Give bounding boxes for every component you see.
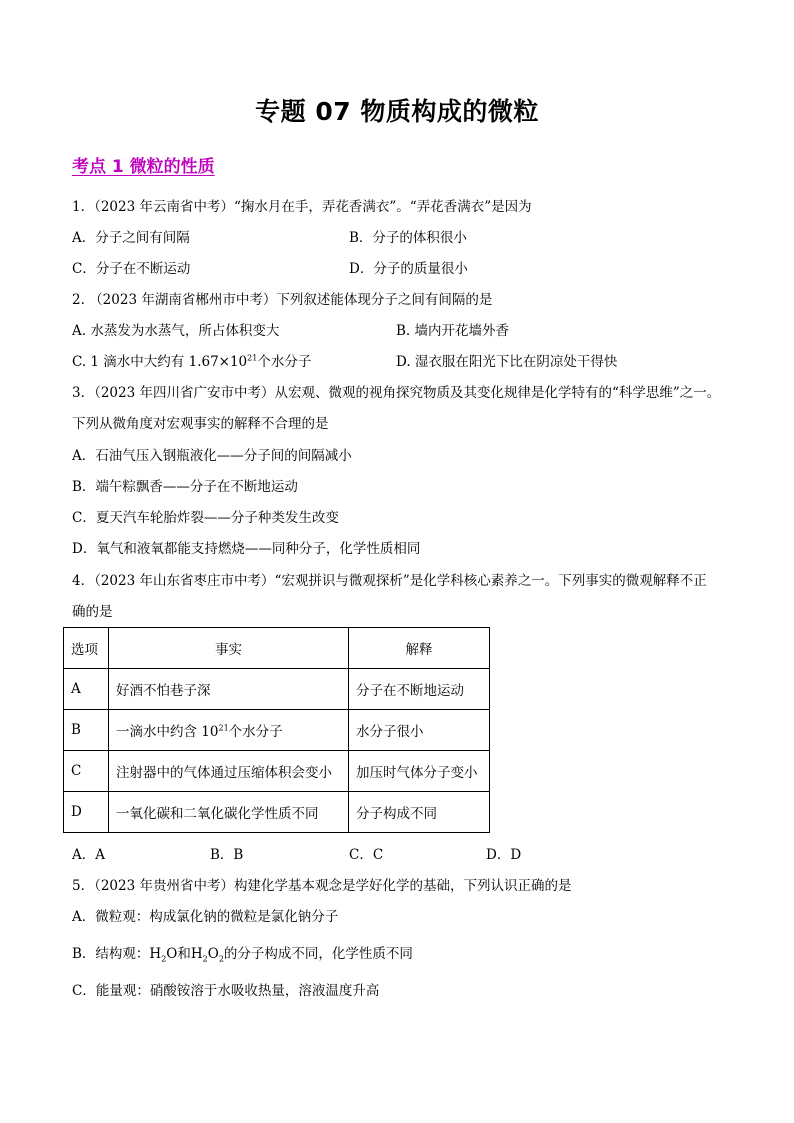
formula-sub: 2	[202, 954, 208, 964]
table-row	[64, 792, 490, 833]
table-row	[64, 669, 490, 710]
q4-table	[63, 627, 490, 833]
q2-option-d: D. 湿衣服在阳光下比在阴凉处干得快	[396, 354, 618, 370]
header-fact: 事实	[109, 628, 349, 669]
row-option: B	[64, 710, 109, 751]
table-row	[64, 751, 490, 792]
q1-stem: 1．（2023 年云南省中考）“掬水月在手，弄花香满衣”。“弄花香满衣”是因为	[72, 199, 532, 215]
row-option: C	[64, 751, 109, 792]
q5-stem: 5．（2023 年贵州省中考）构建化学基本观念是学好化学的基础，下列认识正确的是	[72, 878, 572, 894]
row-fact-text: 一滴水中约含 10	[116, 724, 219, 740]
row-fact	[109, 710, 349, 751]
section-heading: 考点 1 微粒的性质	[72, 157, 215, 177]
q5-option-b	[72, 945, 413, 963]
header-explanation: 解释	[349, 628, 490, 669]
q4-option-a: A．A	[72, 847, 105, 863]
q3-option-c: C．夏天汽车轮胎炸裂——分子种类发生改变	[72, 510, 339, 526]
q5-option-a: A．微粒观：构成氯化钠的微粒是氯化钠分子	[72, 909, 339, 925]
row-fact-exponent: 21	[218, 723, 229, 733]
row-explanation: 分子在不断地运动	[349, 669, 490, 710]
q2-option-c-text: C. 1 滴水中大约有 1.67×10	[72, 354, 248, 370]
row-explanation: 加压时气体分子变小	[349, 751, 490, 792]
formula-h: H	[149, 946, 162, 962]
formula-peroxide	[191, 946, 224, 962]
q5-option-c: C．能量观：硝酸铵溶于水吸收热量，溶液温度升高	[72, 983, 380, 999]
row-fact: 注射器中的气体通过压缩体积会变小	[109, 751, 349, 792]
q2-stem: 2. （2023 年湖南省郴州市中考）下列叙述能体现分子之间有间隔的是	[72, 292, 493, 308]
q3-stem-line2: 下列从微角度对宏观事实的解释不合理的是	[72, 416, 329, 432]
q3-option-a: A．石油气压入钢瓶液化——分子间的间隔减小	[72, 448, 352, 464]
q2-option-c-exponent: 21	[247, 353, 258, 363]
table-header-row	[64, 628, 490, 669]
row-fact-unit: 个水分子	[228, 724, 283, 740]
page-title: 专题 07 物质构成的微粒	[255, 97, 539, 126]
row-fact: 好酒不怕巷子深	[109, 669, 349, 710]
formula-and: 和	[177, 946, 191, 962]
q2-option-c	[72, 353, 311, 371]
formula-h: H	[190, 946, 203, 962]
row-fact: 一氧化碳和二氧化碳化学性质不同	[109, 792, 349, 833]
q1-option-a: A．分子之间有间隔	[72, 230, 190, 246]
q2-option-c-unit: 个水分子	[257, 354, 312, 370]
q3-option-b: B．端午粽飘香——分子在不断地运动	[72, 479, 298, 495]
header-option: 选项	[64, 628, 109, 669]
row-option: D	[64, 792, 109, 833]
formula-o: O	[207, 946, 219, 962]
q2-option-b: B. 墙内开花墙外香	[396, 323, 510, 339]
formula-o: O	[166, 946, 178, 962]
q1-option-c: C．分子在不断运动	[72, 261, 191, 277]
formula-sub: 2	[218, 954, 224, 964]
q5-option-b-text: 的分子构成不同，化学性质不同	[223, 946, 413, 962]
q1-option-d: D．分子的质量很小	[349, 261, 468, 277]
q2-option-a: A. 水蒸发为水蒸气，所占体积变大	[72, 323, 280, 339]
formula-sub: 2	[161, 954, 167, 964]
q4-option-c: C．C	[349, 847, 384, 863]
q4-option-b: B．B	[210, 847, 244, 863]
q4-option-d: D．D	[486, 847, 522, 863]
q1-option-b: B．分子的体积很小	[349, 230, 467, 246]
q3-option-d: D．氧气和液氧都能支持燃烧——同种分子，化学性质相同	[72, 541, 421, 557]
row-explanation: 分子构成不同	[349, 792, 490, 833]
row-option: A	[64, 669, 109, 710]
row-explanation: 水分子很小	[349, 710, 490, 751]
table-row	[64, 710, 490, 751]
formula-water	[149, 946, 177, 962]
q5-option-b-label: B．结构观：	[72, 946, 150, 962]
q3-stem-line1: 3．（2023 年四川省广安市中考）从宏观、微观的视角探究物质及其变化规律是化学特有的“科学思维”之一。	[72, 385, 721, 401]
q4-stem-line2: 确的是	[72, 604, 113, 620]
q4-stem-line1: 4．（2023 年山东省枣庄市中考）“宏观拼识与微观探析”是化学科核心素养之一。下列事实的微观解释不正	[72, 573, 707, 589]
